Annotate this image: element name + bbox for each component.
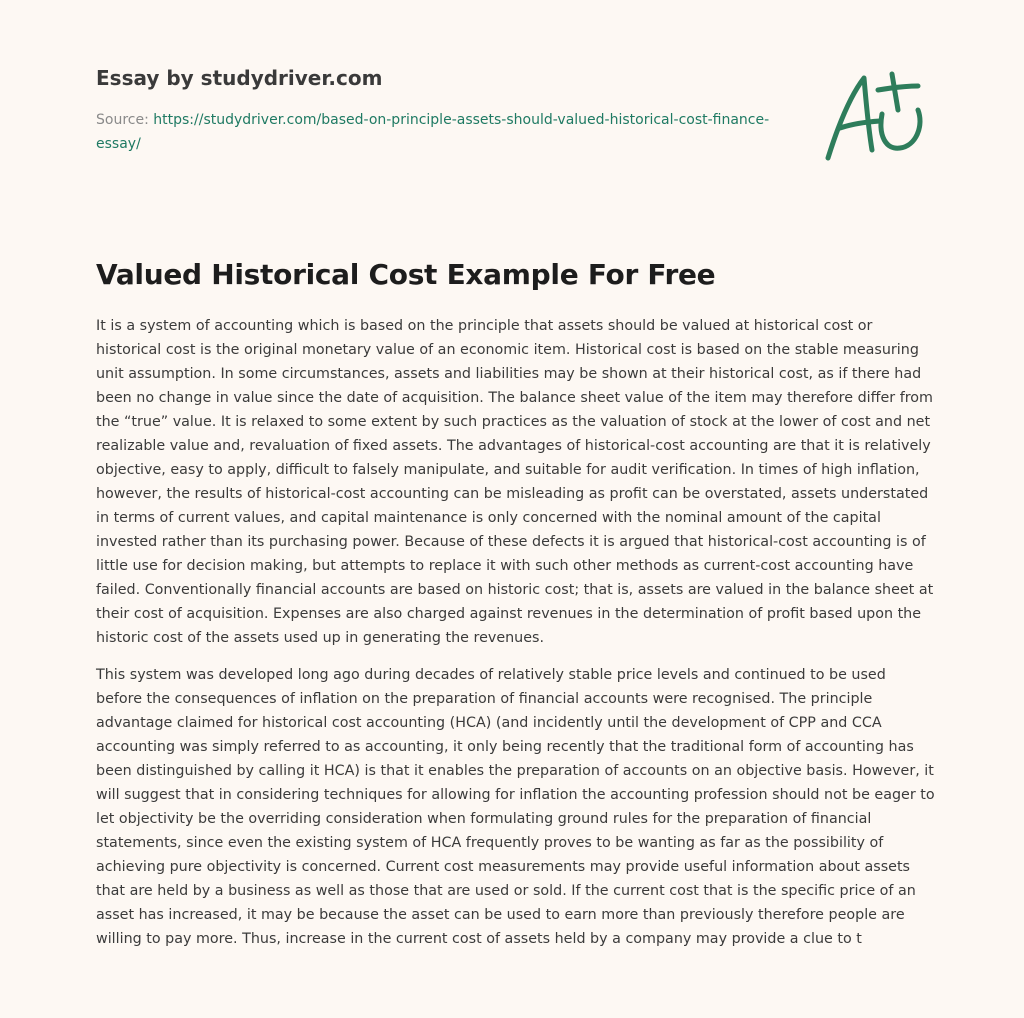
- a-plus-grade-icon: [820, 66, 932, 166]
- source-link[interactable]: https://studydriver.com/based-on-principle-assets-should-valued-historical-cost-finance-essay/: [96, 112, 770, 152]
- source-line: [96, 108, 776, 156]
- essay-body: [96, 314, 936, 964]
- essay-paragraph: It is a system of accounting which is based on the principle that assets should be valued at historical cost or historical cost is the original monetary value of an economic item. Historical cost is based on the stable measuring unit assumption. In some circumstances, assets and liabilities may be shown at their historical cost, as if there had been no change in value since the date of acquisition. The balance sheet value of the item may therefore differ from the “true” value. It is relaxed to some extent by such practices as the valuation of stock at the lower of cost and net realizable value and, revaluation of fixed assets. The advantages of historical-cost accounting are that it is relatively objective, easy to apply, difficult to falsely manipulate, and suitable for audit verification. In times of high inflation, however, the results of historical-cost accounting can be misleading as profit can be overstated, assets understated in terms of current values, and capital maintenance is only concerned with the nominal amount of the capital invested rather than its purchasing power. Because of these defects it is argued that historical-cost accounting is of little use for decision making, but attempts to replace it with such other methods as current-cost accounting have failed. Conventionally financial accounts are based on historic cost; that is, assets are valued in the balance sheet at their cost of acquisition. Expenses are also charged against revenues in the determination of profit based upon the historic cost of the assets used up in generating the revenues.: [96, 318, 934, 646]
- essay-paragraph: This system was developed long ago during decades of relatively stable price levels and continued to be used before the consequences of inflation on the preparation of financial accounts were recognised. The principle advantage claimed for historical cost accounting (HCA) (and incidently until the development of CPP and CCA accounting was simply referred to as accounting, it only being recently that the traditional form of accounting has been distinguished by calling it HCA) is that it enables the preparation of accounts on an objective basis. However, it will suggest that in considering techniques for allowing for inflation the accounting profession should not be eager to let objectivity be the overriding consideration when formulating ground rules for the preparation of financial statements, since even the existing system of HCA frequently proves to be wanting as far as the possibility of achieving pure objectivity is concerned. Current cost measurements may provide useful information about assets that are held by a business as well as those that are used or sold. If the current cost that is the specific price of an asset has increased, it may be because the asset can be used to earn more than previously therefore people are willing to pay more. Thus, increase in the current cost of assets held by a company may provide a clue to t: [96, 667, 935, 947]
- source-label: Source:: [96, 112, 149, 128]
- site-title: Essay by studydriver.com: [96, 66, 383, 90]
- essay-title: Valued Historical Cost Example For Free: [96, 258, 716, 291]
- page-header: [96, 62, 796, 156]
